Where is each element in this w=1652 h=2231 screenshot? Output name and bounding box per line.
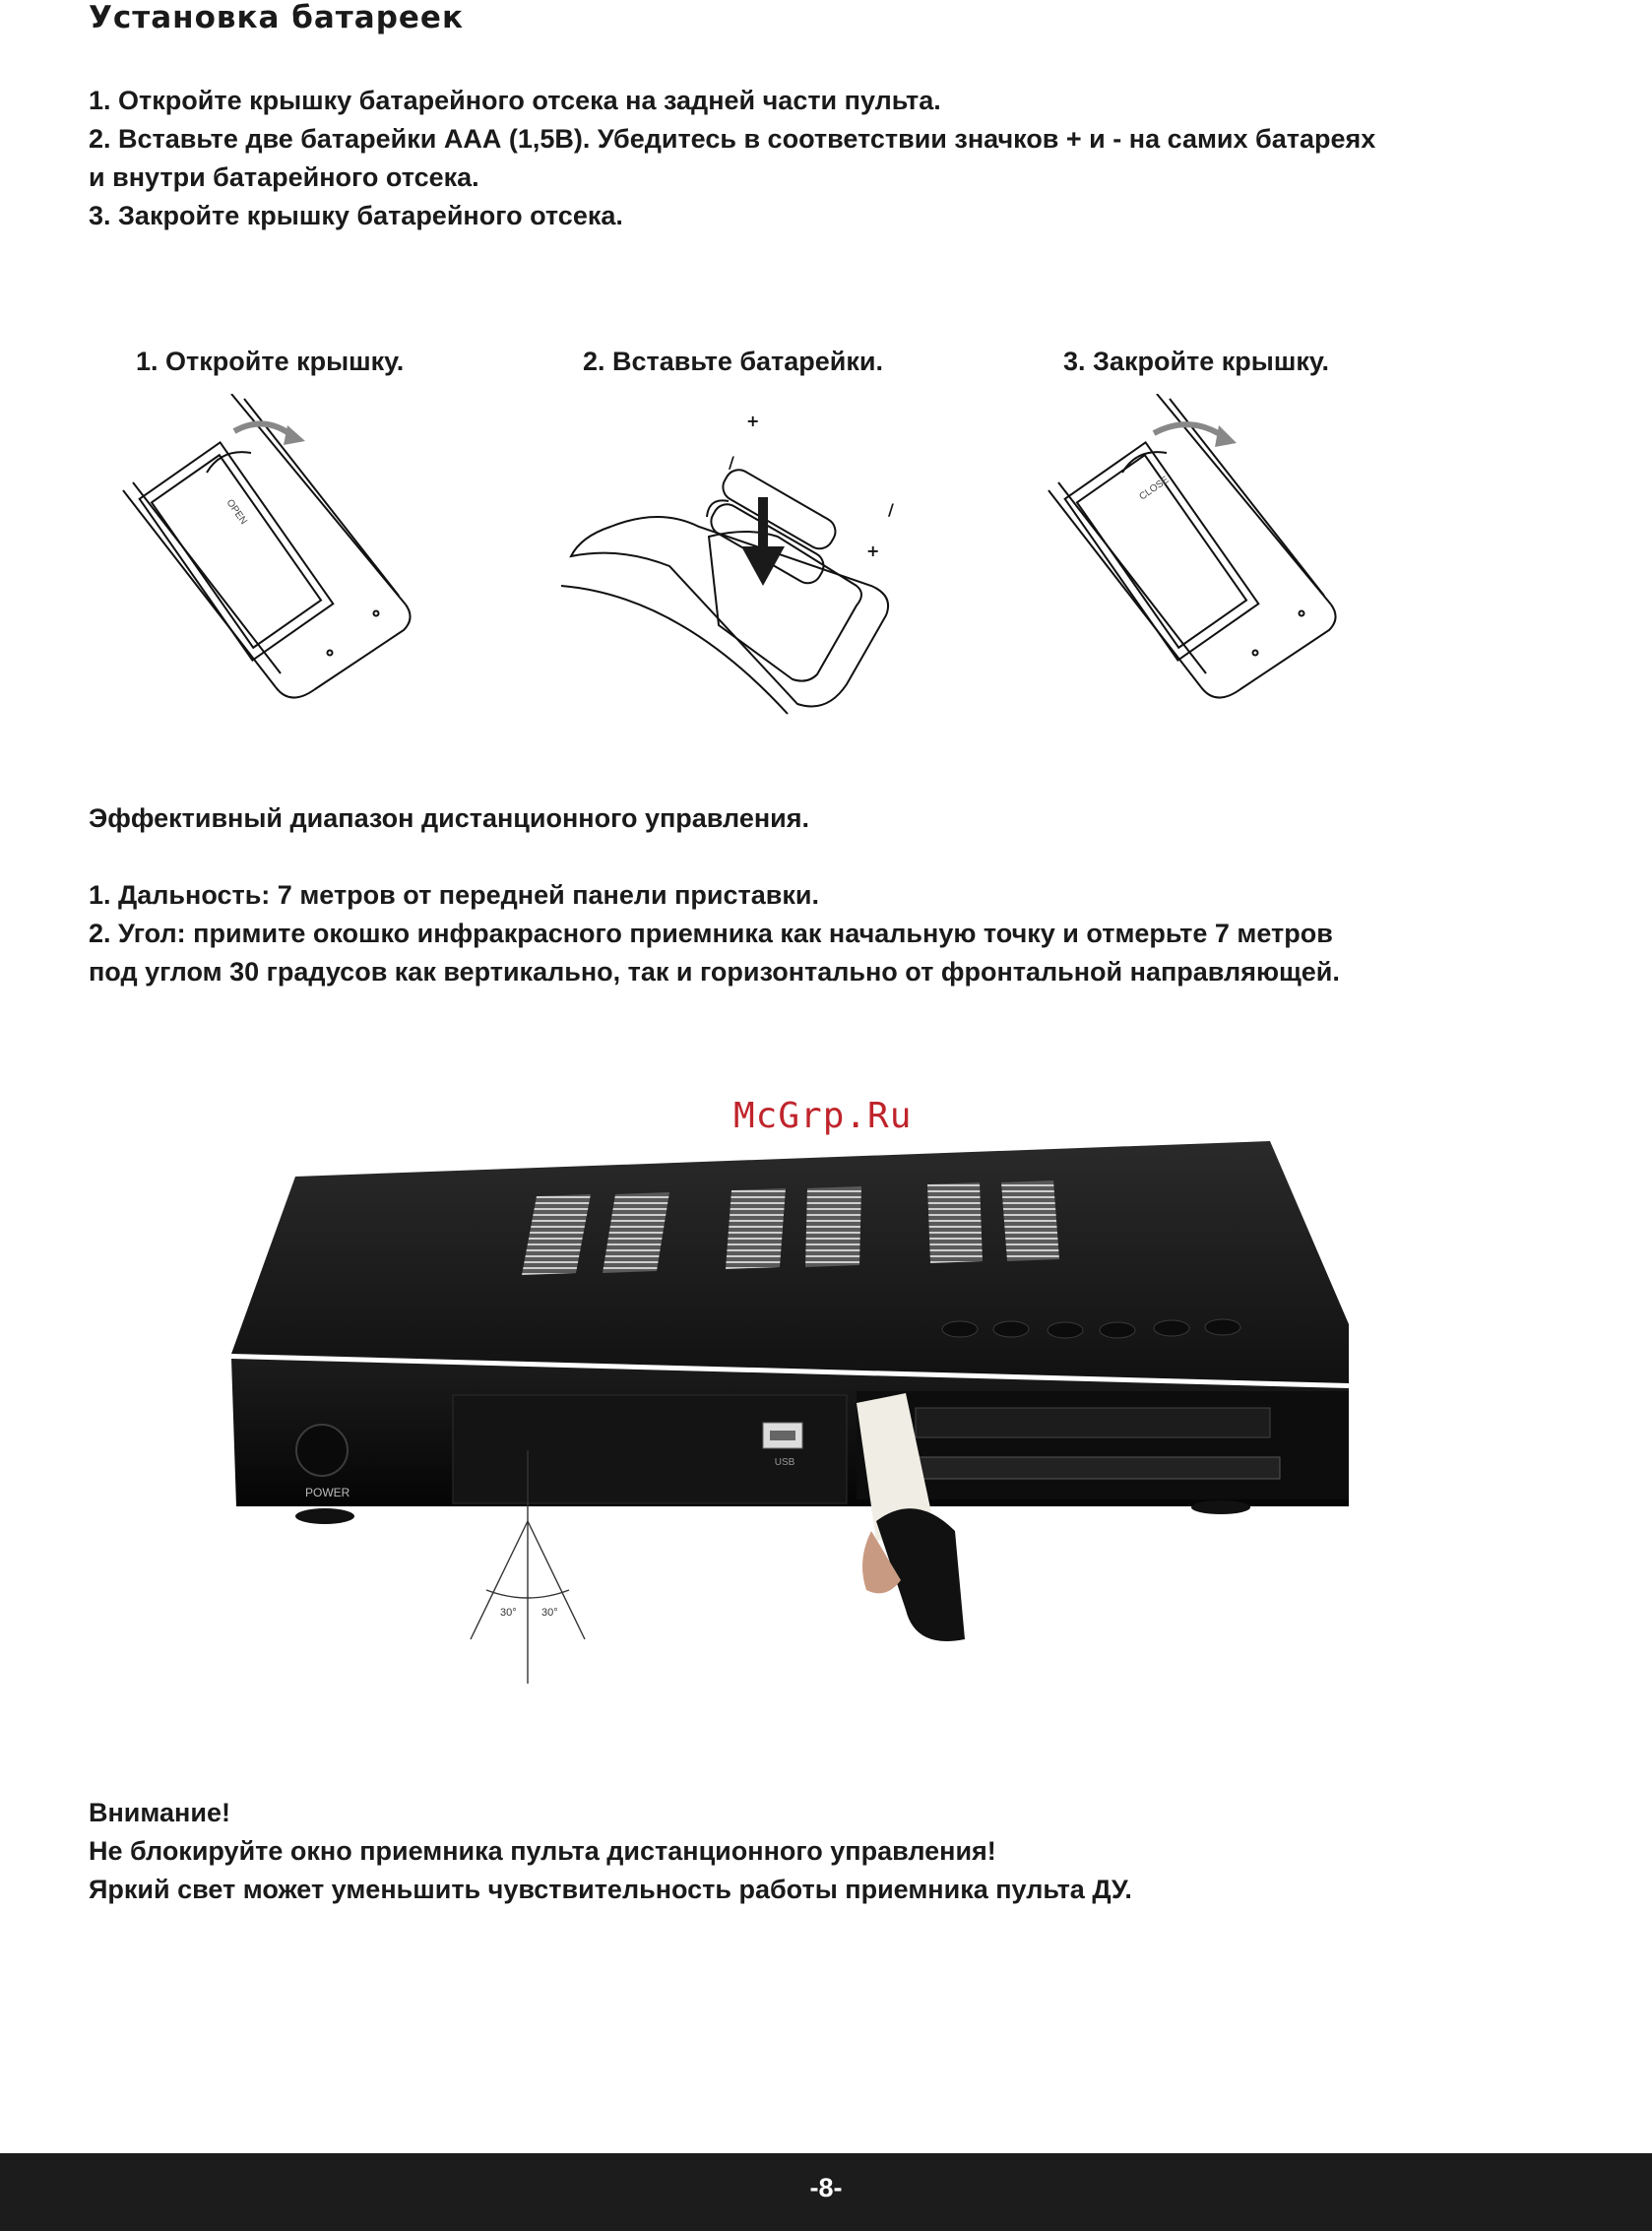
power-button-icon bbox=[296, 1425, 348, 1476]
install-step: и внутри батарейного отсека. bbox=[89, 162, 479, 192]
remote-close-illustration bbox=[1044, 394, 1349, 719]
install-step: 3. Закройте крышку батарейного отсека. bbox=[89, 201, 623, 230]
range-item: под углом 30 градусов как вертикально, так и горизонтально от фронтальной направляющей. bbox=[89, 957, 1340, 987]
svg-text:+: + bbox=[866, 542, 880, 560]
angle-left-label: 30° bbox=[500, 1607, 517, 1619]
step-caption-insert: 2. Вставьте батарейки. bbox=[583, 347, 883, 376]
range-heading: Эффективный диапазон дистанционного управления. bbox=[89, 803, 810, 833]
install-step: 1. Откройте крышку батарейного отсека на задней части пульта. bbox=[89, 86, 941, 115]
range-items bbox=[89, 876, 1340, 991]
warning-line: Не блокируйте окно приемника пульта дистанционного управления! bbox=[89, 1836, 996, 1866]
range-item: 2. Угол: примите окошко инфракрасного приемника как начальную точку и отмерьте 7 метров bbox=[89, 919, 1333, 948]
svg-text:+: + bbox=[746, 412, 760, 430]
svg-text:/: / bbox=[729, 453, 734, 472]
angle-right-label: 30° bbox=[541, 1607, 558, 1619]
install-steps bbox=[89, 82, 1375, 235]
receiver-photo bbox=[226, 1137, 1349, 1693]
page-footer bbox=[0, 2153, 1652, 2231]
remote-insert-illustration bbox=[561, 399, 916, 724]
usb-label: USB bbox=[774, 1457, 795, 1468]
install-step: 2. Вставьте две батарейки ААА (1,5В). Убедитесь в соответствии значков + и - на самих батареях bbox=[89, 124, 1376, 154]
step-caption-close: 3. Закройте крышку. bbox=[1063, 347, 1330, 376]
svg-text:/: / bbox=[888, 500, 894, 519]
power-label: POWER bbox=[305, 1486, 350, 1499]
warning-heading: Внимание! bbox=[89, 1798, 230, 1827]
watermark: McGrp.Ru bbox=[733, 1096, 913, 1136]
warning-line: Яркий свет может уменьшить чувствительность работы приемника пульта ДУ. bbox=[89, 1875, 1132, 1904]
step-caption-open: 1. Откройте крышку. bbox=[136, 347, 405, 376]
section-title: Установка батареек bbox=[89, 0, 464, 35]
page-number: -8- bbox=[809, 2173, 843, 2202]
remote-open-illustration bbox=[118, 394, 423, 719]
warning-block bbox=[89, 1794, 1132, 1909]
range-item: 1. Дальность: 7 метров от передней панели приставки. bbox=[89, 880, 819, 910]
open-label: OPEN bbox=[223, 497, 249, 527]
close-label: CLOSE bbox=[1137, 474, 1172, 503]
